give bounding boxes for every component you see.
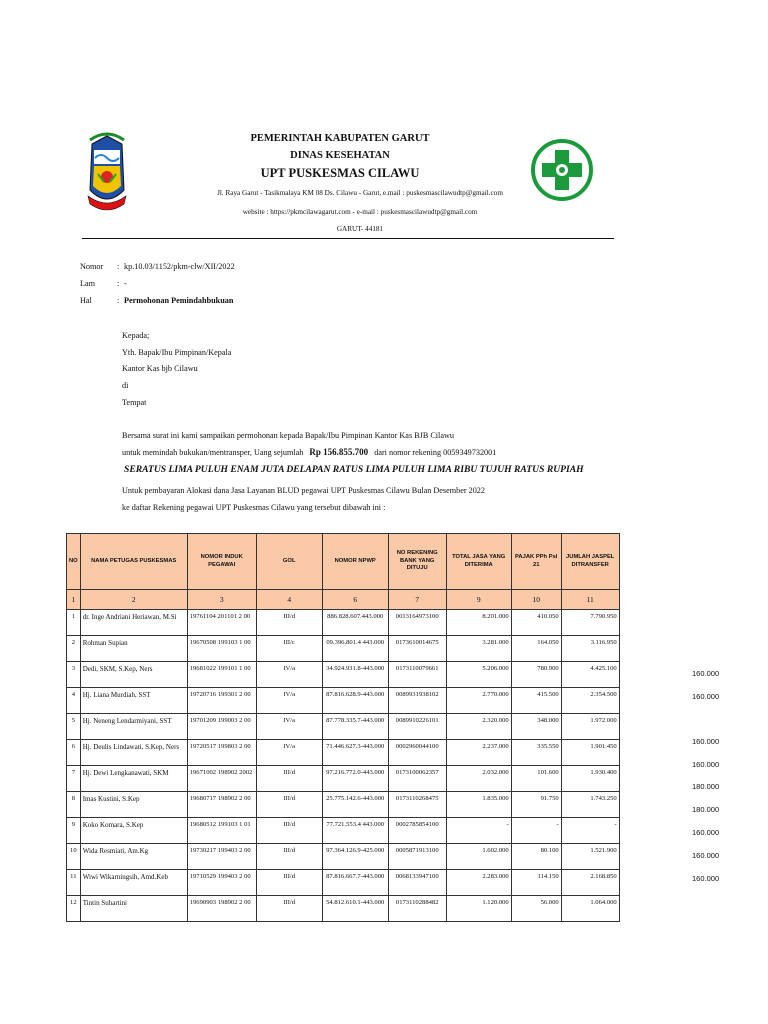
col-header-account: NO REKENING BANK YANG DITUJU bbox=[388, 534, 446, 590]
header-divider bbox=[82, 238, 614, 239]
table-row bbox=[67, 870, 620, 896]
row-no: 7 bbox=[67, 766, 81, 792]
tax-pph21: 101.600 bbox=[511, 766, 561, 792]
hal-value: Permohonan Pemindahbukuan bbox=[124, 296, 234, 305]
tax-pph21: 780.900 bbox=[511, 662, 561, 688]
row-no: 6 bbox=[67, 740, 81, 766]
tax-pph21: 335.550 bbox=[511, 740, 561, 766]
bank-account: 0173610014675 bbox=[388, 636, 446, 662]
table-row bbox=[67, 688, 620, 714]
total-received: 2.320.000 bbox=[446, 714, 511, 740]
side-value: 160.000 bbox=[692, 851, 720, 860]
col-number: 6 bbox=[322, 590, 388, 610]
employee-grade: III/c bbox=[256, 636, 322, 662]
net-transfer: 1.930.400 bbox=[561, 766, 619, 792]
total-received: 1.120.000 bbox=[446, 896, 511, 922]
transfer-amount: Rp 156.855.700 bbox=[309, 447, 369, 457]
net-transfer: 1.521.900 bbox=[561, 844, 619, 870]
bank-account: 0173110079661 bbox=[388, 662, 446, 688]
table-row bbox=[67, 766, 620, 792]
bank-account: 0005871913100 bbox=[388, 844, 446, 870]
row-no: 1 bbox=[67, 610, 81, 636]
employee-nip: 19671002 198902 2002 bbox=[187, 766, 256, 792]
net-transfer: 2.354.500 bbox=[561, 688, 619, 714]
total-received: 5.206.000 bbox=[446, 662, 511, 688]
col-number: 1 bbox=[67, 590, 81, 610]
table-row bbox=[67, 714, 620, 740]
source-account: dari nomor rekening 0059349732001 bbox=[374, 448, 497, 457]
employee-grade: III/d bbox=[256, 870, 322, 896]
table-row bbox=[67, 662, 620, 688]
net-transfer: 1.064.000 bbox=[561, 896, 619, 922]
tax-pph21: 80.100 bbox=[511, 844, 561, 870]
employee-npwp: 09.396.801.4 443.000 bbox=[322, 636, 388, 662]
table-row bbox=[67, 844, 620, 870]
employee-name: Hj. Dewi Lengkanawati, SKM bbox=[80, 766, 187, 792]
side-value: 160.000 bbox=[692, 760, 720, 769]
total-received: 1.835.000 bbox=[446, 792, 511, 818]
employee-npwp: 87.778.335.7-443.000 bbox=[322, 714, 388, 740]
amount-line bbox=[122, 447, 496, 457]
net-transfer: 4.425.100 bbox=[561, 662, 619, 688]
employee-nip: 19701209 199003 2 00 bbox=[187, 714, 256, 740]
lam-colon: : bbox=[117, 279, 120, 288]
amount-intro: untuk memindah bukukan/mentransper, Uang sejumlah bbox=[122, 448, 304, 457]
employee-name: Wiwi Wikarningsih, Amd.Keb bbox=[80, 870, 187, 896]
lam-value: - bbox=[124, 279, 127, 288]
nomor-colon: : bbox=[117, 262, 120, 271]
bank-account: 0173110288482 bbox=[388, 896, 446, 922]
header-postal: GARUT- 44181 bbox=[336, 225, 384, 233]
net-transfer: 1.972.000 bbox=[561, 714, 619, 740]
col-header-nip: NOMOR INDUK PEGAWAI bbox=[187, 534, 256, 590]
net-transfer: 1.901.450 bbox=[561, 740, 619, 766]
bank-account: 0068133947100 bbox=[388, 870, 446, 896]
col-header-gol: GOL bbox=[256, 534, 322, 590]
employee-npwp: 87.816.667.7-443.000 bbox=[322, 870, 388, 896]
table-row bbox=[67, 896, 620, 922]
bank-account: 0002785854100 bbox=[388, 818, 446, 844]
employee-name: Koko Komara, S.Kep bbox=[80, 818, 187, 844]
employee-nip: 19761104 201101 2 00 bbox=[187, 610, 256, 636]
lam-label: Lam bbox=[80, 279, 96, 288]
employee-npwp: 77.721.553.4 443.000 bbox=[322, 818, 388, 844]
header-institution: UPT PUSKESMAS CILAWU bbox=[260, 166, 420, 180]
tax-pph21: 114.150 bbox=[511, 870, 561, 896]
tax-pph21: 415.500 bbox=[511, 688, 561, 714]
header-government: PEMERINTAH KABUPATEN GARUT bbox=[250, 133, 430, 144]
bank-account: 0089910226101 bbox=[388, 714, 446, 740]
hal-colon: : bbox=[117, 296, 120, 305]
nomor-value: kp.10.03/1152/pkm-clw/XII/2022 bbox=[124, 262, 235, 271]
garut-regency-emblem bbox=[84, 130, 130, 218]
table-row bbox=[67, 792, 620, 818]
employee-name: Hj. Neneng Lendarmiyani, SST bbox=[80, 714, 187, 740]
total-received: 8.201.000 bbox=[446, 610, 511, 636]
total-received: - bbox=[446, 818, 511, 844]
header-website: website : https://pkmcilawagarut.com - e-mail : puskesmascilawudtp@gmail.com bbox=[242, 208, 478, 216]
employee-grade: III/d bbox=[256, 610, 322, 636]
employee-grade: III/d bbox=[256, 844, 322, 870]
col-header-tax: PAJAK PPh Psl 21 bbox=[511, 534, 561, 590]
employee-npwp: 34.924.931.8-443.000 bbox=[322, 662, 388, 688]
col-number: 10 bbox=[511, 590, 561, 610]
row-no: 5 bbox=[67, 714, 81, 740]
bank-account: 0173110268475 bbox=[388, 792, 446, 818]
row-no: 8 bbox=[67, 792, 81, 818]
employee-grade: IV/a bbox=[256, 688, 322, 714]
employee-name: dr. Inge Andriani Heriawan, M.Si bbox=[80, 610, 187, 636]
side-value: 160.000 bbox=[692, 669, 720, 678]
employee-nip: 19670508 199103 1 00 bbox=[187, 636, 256, 662]
employee-name: Hj. Liana Murdiah, SST bbox=[80, 688, 187, 714]
employee-nip: 19681022 199101 1 00 bbox=[187, 662, 256, 688]
col-number: 7 bbox=[388, 590, 446, 610]
body-paragraph: Bersama surat ini kami sampaikan permohonan kepada Bapak/Ibu Pimpinan Kantor Kas BJB Cilawu bbox=[122, 431, 454, 440]
col-header-total: TOTAL JASA YANG DITERIMA bbox=[446, 534, 511, 590]
bank-account: 0173100062357 bbox=[388, 766, 446, 792]
table-row bbox=[67, 610, 620, 636]
employee-nip: 19680512 199103 1 01 bbox=[187, 818, 256, 844]
col-number: 4 bbox=[256, 590, 322, 610]
table-row bbox=[67, 740, 620, 766]
table-row bbox=[67, 818, 620, 844]
employee-name: Wida Resmiati, Am.Kg bbox=[80, 844, 187, 870]
payment-table bbox=[66, 533, 620, 922]
addressee-line: Tempat bbox=[122, 398, 147, 407]
side-value: 160.000 bbox=[692, 692, 720, 701]
employee-npwp: 87.816.628.9-443.000 bbox=[322, 688, 388, 714]
employee-grade: IV/a bbox=[256, 662, 322, 688]
total-received: 2.032.000 bbox=[446, 766, 511, 792]
side-value: 180.000 bbox=[692, 782, 720, 791]
table-header-row bbox=[67, 534, 620, 590]
side-value: 160.000 bbox=[692, 737, 720, 746]
employee-nip: 19680717 198902 2 00 bbox=[187, 792, 256, 818]
employee-name: Imas Kustini, S.Kep bbox=[80, 792, 187, 818]
employee-grade: III/d bbox=[256, 766, 322, 792]
addressee-line: Yth. Bapak/Ibu Pimpinan/Kepala bbox=[122, 348, 232, 357]
total-received: 1.602.000 bbox=[446, 844, 511, 870]
hal-label: Hal bbox=[80, 296, 92, 305]
col-number: 11 bbox=[561, 590, 619, 610]
header-address: Jl. Raya Garut - Tasikmalaya KM 08 Ds. Cilawu - Garut, e.mail : puskesmascilawudtp@gmail.com bbox=[217, 189, 503, 197]
nomor-label: Nomor bbox=[80, 262, 104, 271]
employee-npwp: 25.775.142.6-443.000 bbox=[322, 792, 388, 818]
col-header-no: NO bbox=[67, 534, 81, 590]
employee-nip: 19690903 198902 2 00 bbox=[187, 896, 256, 922]
total-received: 2.237.000 bbox=[446, 740, 511, 766]
net-transfer: 2.168.850 bbox=[561, 870, 619, 896]
col-number: 9 bbox=[446, 590, 511, 610]
tax-pph21: 56.000 bbox=[511, 896, 561, 922]
col-number: 3 bbox=[187, 590, 256, 610]
employee-npwp: 54.812.610.1-443.000 bbox=[322, 896, 388, 922]
row-no: 3 bbox=[67, 662, 81, 688]
employee-nip: 19720517 199803 2 00 bbox=[187, 740, 256, 766]
col-number: 2 bbox=[80, 590, 187, 610]
total-received: 3.281.000 bbox=[446, 636, 511, 662]
row-no: 2 bbox=[67, 636, 81, 662]
tax-pph21: 410.050 bbox=[511, 610, 561, 636]
col-header-npwp: NOMOR NPWP bbox=[322, 534, 388, 590]
side-value: 160.000 bbox=[692, 828, 720, 837]
tax-pph21: 91.750 bbox=[511, 792, 561, 818]
employee-grade: IV/a bbox=[256, 740, 322, 766]
bank-account: 0013164973100 bbox=[388, 610, 446, 636]
employee-npwp: 97.364.126.9-425.000 bbox=[322, 844, 388, 870]
bank-account: 0089931938102 bbox=[388, 688, 446, 714]
table-row bbox=[67, 636, 620, 662]
col-header-net: JUMLAH JASPEL DITRANSFER bbox=[561, 534, 619, 590]
employee-npwp: 886.828.607.443.000 bbox=[322, 610, 388, 636]
addressee-line: di bbox=[122, 381, 129, 390]
employee-name: Rohman Supian bbox=[80, 636, 187, 662]
employee-name: Hj. Deulis Lindawati, S.Kep, Ners bbox=[80, 740, 187, 766]
employee-nip: 19730217 199403 2 00 bbox=[187, 844, 256, 870]
tax-pph21: 164.050 bbox=[511, 636, 561, 662]
column-number-row bbox=[67, 590, 620, 610]
side-value: 160.000 bbox=[692, 874, 720, 883]
employee-nip: 19710529 199403 2 00 bbox=[187, 870, 256, 896]
body-paragraph: ke daftar Rekening pegawai UPT Puskesmas Cilawu yang tersebut dibawah ini : bbox=[122, 503, 386, 512]
net-transfer: 7.790.950 bbox=[561, 610, 619, 636]
addressee-line: Kepada; bbox=[122, 331, 150, 340]
side-value: 180.000 bbox=[692, 805, 720, 814]
amount-in-words: SERATUS LIMA PULUH ENAM JUTA DELAPAN RATUS LIMA PULUH LIMA RIBU TUJUH RATUS RUPIAH bbox=[124, 464, 584, 475]
net-transfer: - bbox=[561, 818, 619, 844]
row-no: 12 bbox=[67, 896, 81, 922]
row-no: 10 bbox=[67, 844, 81, 870]
tax-pph21: 348.000 bbox=[511, 714, 561, 740]
employee-name: Tintin Suhartini bbox=[80, 896, 187, 922]
employee-grade: III/d bbox=[256, 896, 322, 922]
employee-grade: IV/a bbox=[256, 714, 322, 740]
employee-grade: III/d bbox=[256, 792, 322, 818]
employee-npwp: 97.216.772.0-443.000 bbox=[322, 766, 388, 792]
net-transfer: 1.743.250 bbox=[561, 792, 619, 818]
row-no: 9 bbox=[67, 818, 81, 844]
employee-nip: 19720716 199301 2 00 bbox=[187, 688, 256, 714]
header-department: DINAS KESEHATAN bbox=[290, 150, 390, 161]
row-no: 11 bbox=[67, 870, 81, 896]
net-transfer: 3.116.950 bbox=[561, 636, 619, 662]
row-no: 4 bbox=[67, 688, 81, 714]
employee-npwp: 71.446.627.3-443.000 bbox=[322, 740, 388, 766]
total-received: 2.283.000 bbox=[446, 870, 511, 896]
total-received: 2.770.000 bbox=[446, 688, 511, 714]
employee-grade: III/d bbox=[256, 818, 322, 844]
body-paragraph: Untuk pembayaran Alokasi dana Jasa Layanan BLUD pegawai UPT Puskesmas Cilawu Bulan Desember 2022 bbox=[122, 486, 485, 495]
employee-name: Dedi, SKM, S.Kep, Ners bbox=[80, 662, 187, 688]
addressee-line: Kantor Kas bjb Cilawu bbox=[122, 364, 198, 373]
tax-pph21: - bbox=[511, 818, 561, 844]
bank-account: 0002960044100 bbox=[388, 740, 446, 766]
col-header-name: NAMA PETUGAS PUSKESMAS bbox=[80, 534, 187, 590]
